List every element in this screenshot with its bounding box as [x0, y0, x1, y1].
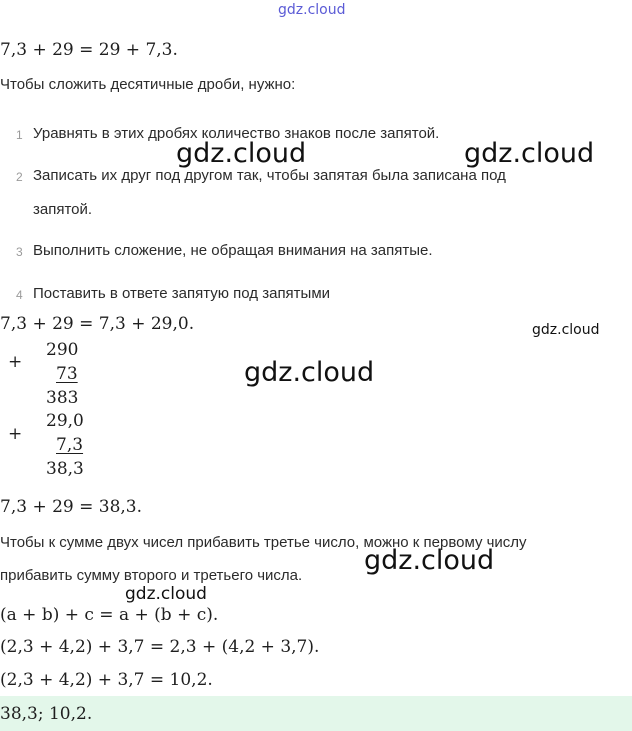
equation-pad-zero: 7,3 + 29 = 7,3 + 29,0. — [0, 314, 195, 334]
equation-associative-law: (a + b) + c = a + (b + c). — [0, 605, 219, 625]
addend-a: 290 — [46, 340, 79, 360]
addend-a: 29,0 — [46, 411, 84, 431]
step-number: 1 — [16, 128, 23, 142]
addend-b: 7,3 — [56, 435, 84, 455]
sum: 383 — [46, 388, 79, 408]
rule-associative-line1: Чтобы к сумме двух чисел прибавить третье число, можно к первому числу — [0, 534, 527, 551]
sum: 38,3 — [46, 459, 84, 479]
step-number: 4 — [16, 288, 23, 302]
equation-commutative: 7,3 + 29 = 29 + 7,3. — [0, 40, 178, 60]
answer-text: 38,3; 10,2. — [0, 704, 93, 724]
plus-sign: + — [8, 352, 23, 372]
step-text: Уравнять в этих дробях количество знаков после запятой. — [33, 125, 440, 142]
watermark: gdz.cloud — [244, 357, 375, 388]
step-number: 3 — [16, 245, 23, 259]
watermark: gdz.cloud — [532, 322, 600, 338]
watermark: gdz.cloud — [364, 545, 495, 576]
step-text-continuation: запятой. — [33, 201, 93, 218]
watermark: gdz.cloud — [464, 138, 595, 169]
step-number: 2 — [16, 170, 23, 184]
watermark: gdz.cloud — [125, 584, 207, 604]
step-text: Выполнить сложение, не обращая внимания на запятые. — [33, 242, 433, 259]
watermark-top: gdz.cloud — [278, 2, 346, 18]
step-text: Записать их друг под другом так, чтобы запятая была записана под — [33, 167, 506, 184]
answer-band — [0, 696, 632, 731]
equation-associative-result: (2,3 + 4,2) + 3,7 = 10,2. — [0, 670, 213, 690]
plus-sign: + — [8, 424, 23, 444]
rule-decimal-addition: Чтобы сложить десятичные дроби, нужно: — [0, 76, 296, 93]
addend-b: 73 — [56, 364, 78, 384]
watermark: gdz.cloud — [176, 138, 307, 169]
rule-associative-line2: прибавить сумму второго и третьего числа. — [0, 567, 303, 584]
equation-result: 7,3 + 29 = 38,3. — [0, 497, 143, 517]
step-text: Поставить в ответе запятую под запятыми — [33, 285, 331, 302]
equation-associative-example: (2,3 + 4,2) + 3,7 = 2,3 + (4,2 + 3,7). — [0, 637, 320, 657]
